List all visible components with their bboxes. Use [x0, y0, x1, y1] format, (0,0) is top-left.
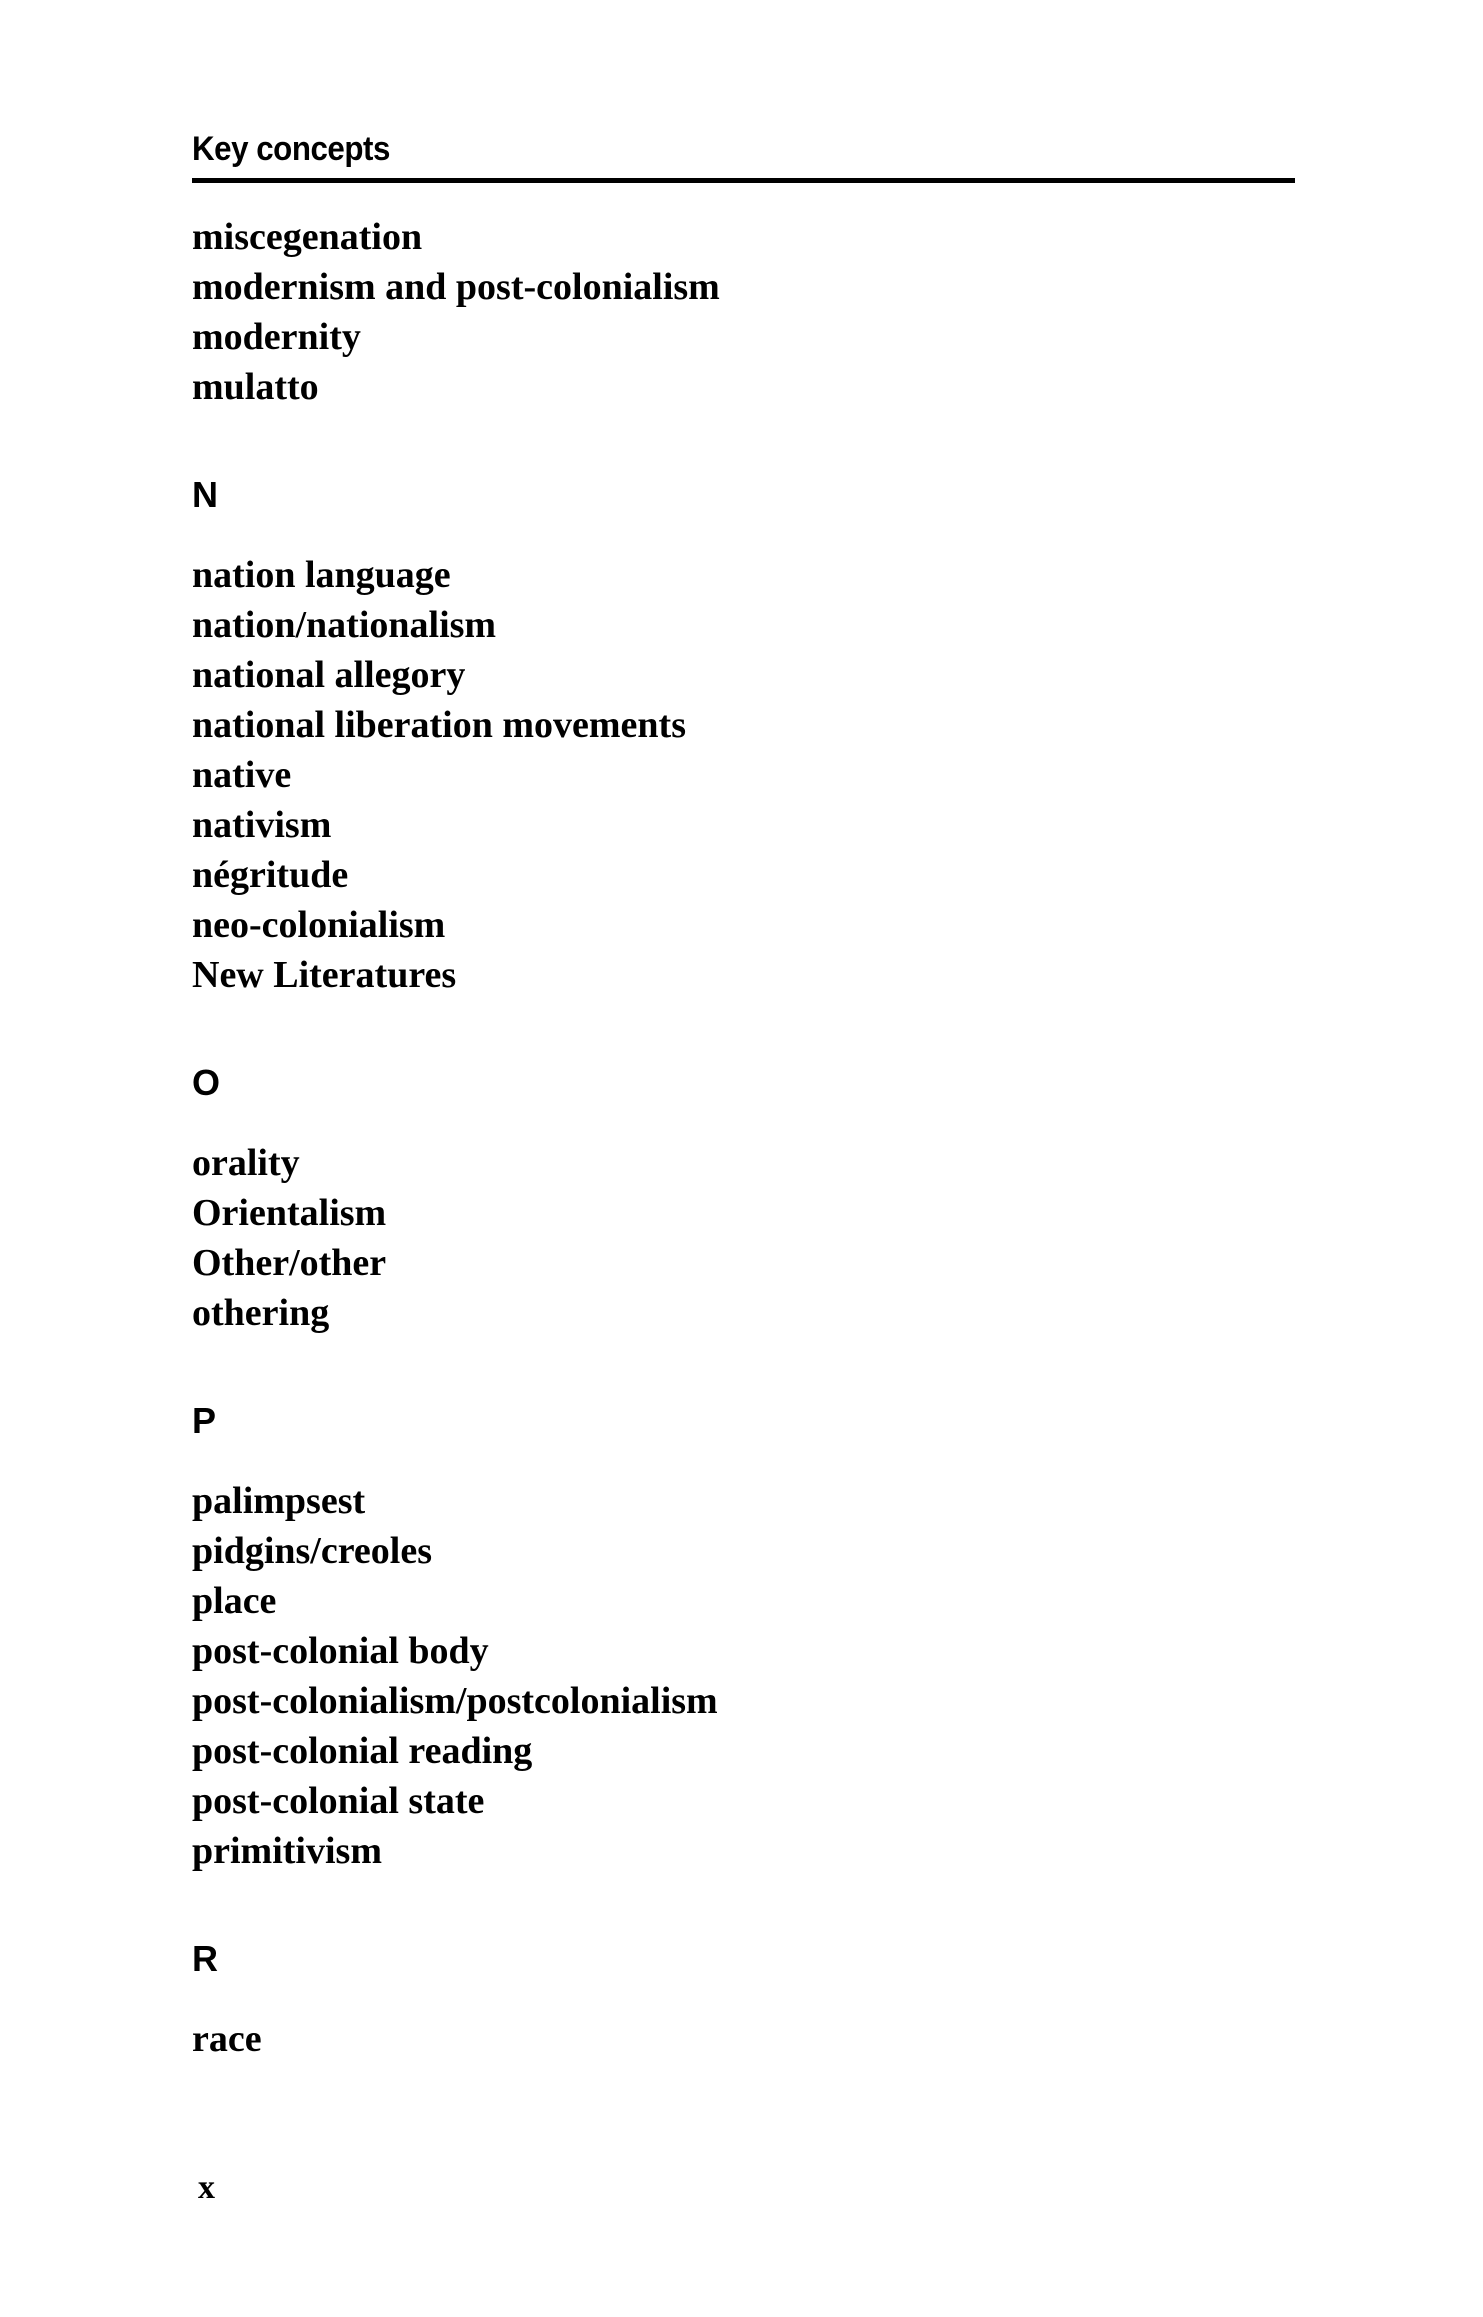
concept-entry: post-colonialism/postcolonialism: [192, 1680, 718, 1722]
header-rule: [192, 178, 1295, 183]
concept-entry: race: [192, 2018, 262, 2060]
concept-entry: Orientalism: [192, 1192, 387, 1234]
concept-entry: place: [192, 1580, 277, 1622]
concept-entry: modernism and post-colonialism: [192, 266, 720, 308]
header-title: Key concepts: [192, 130, 390, 168]
concept-entry: national allegory: [192, 654, 466, 696]
concept-entry: pidgins/creoles: [192, 1530, 432, 1572]
concept-entry: othering: [192, 1292, 330, 1334]
concept-entry: primitivism: [192, 1830, 382, 1872]
concept-entry: native: [192, 754, 292, 796]
concept-entry: post-colonial state: [192, 1780, 485, 1822]
concept-list: [192, 212, 1292, 2064]
concept-entry: mulatto: [192, 366, 319, 408]
concept-entry: post-colonial reading: [192, 1730, 533, 1772]
section-letter-p: P: [192, 1400, 217, 1441]
concept-entry: modernity: [192, 316, 361, 358]
concept-entry: nation/nationalism: [192, 604, 497, 646]
page-number: x: [198, 2169, 215, 2206]
section-letter-o: O: [192, 1062, 221, 1103]
section-letter-n: N: [192, 474, 218, 515]
concept-entry: New Literatures: [192, 954, 457, 996]
concept-entry: miscegenation: [192, 216, 423, 258]
concept-entry: Other/other: [192, 1242, 387, 1284]
concept-entry: neo-colonialism: [192, 904, 446, 946]
concept-entry: palimpsest: [192, 1480, 366, 1522]
concept-entry: post-colonial body: [192, 1630, 489, 1672]
concept-entry: nativism: [192, 804, 332, 846]
concept-entry: négritude: [192, 854, 349, 896]
section-letter-r: R: [192, 1938, 218, 1979]
running-header: [192, 128, 1295, 170]
concept-entry: nation language: [192, 554, 451, 596]
concept-entry: national liberation movements: [192, 704, 686, 746]
concept-entry: orality: [192, 1142, 300, 1184]
